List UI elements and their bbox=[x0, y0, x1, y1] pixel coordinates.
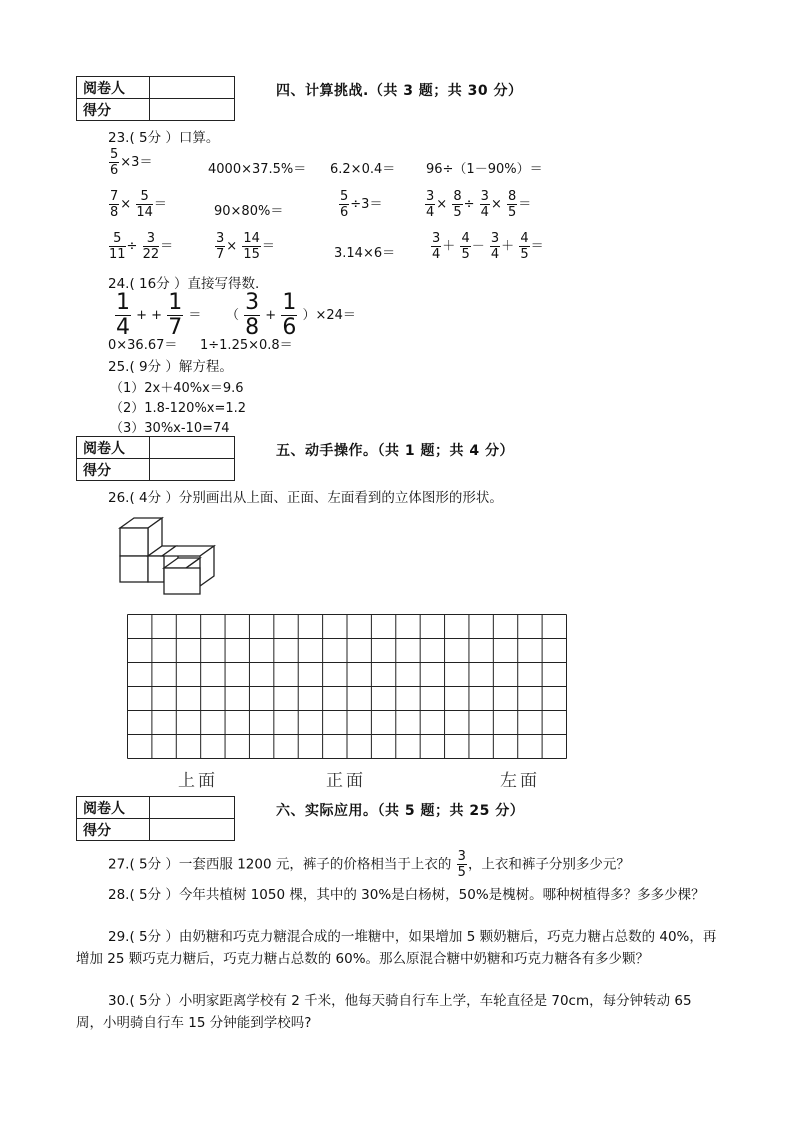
section6-heading: 六、实际应用。（共 5 题；共 25 分） bbox=[276, 803, 525, 819]
score-table-section6 bbox=[76, 796, 235, 841]
score-label: 得分 bbox=[77, 99, 150, 121]
reviewer-cell[interactable] bbox=[150, 437, 235, 459]
q28: 28.( 5分 ）今年共植树 1050 棵，其中的 30%是白杨树，50%是槐树。哪种树植得多？多多少棵？ bbox=[108, 887, 705, 903]
reviewer-cell[interactable] bbox=[150, 77, 235, 99]
score-cell[interactable] bbox=[150, 459, 235, 481]
q23-row3-item2: $\frac{3}{7}$ × $\frac{14}{15}$ ＝ bbox=[216, 231, 275, 262]
score-table-section5 bbox=[76, 436, 235, 481]
score-label: 得分 bbox=[77, 459, 150, 481]
score-table-section4 bbox=[76, 76, 235, 121]
q25-item1: （1）2x＋40%x＝9.6 bbox=[110, 381, 244, 396]
q23-row3-item1: $\frac{5}{11}$ ÷ $\frac{3}{22}$ ＝ bbox=[109, 231, 174, 262]
face-label-left: 左面 bbox=[500, 771, 540, 791]
reviewer-cell[interactable] bbox=[150, 797, 235, 819]
q24-expr2: （ $\frac{3}{8}$ + $\frac{1}{6}$ ）×24＝ bbox=[226, 290, 356, 340]
q24-line2b: 1÷1.25×0.8＝ bbox=[200, 338, 293, 353]
q23-row1-item3: 6.2×0.4＝ bbox=[330, 162, 396, 177]
section5-heading: 五、动手操作。（共 1 题；共 4 分） bbox=[276, 443, 514, 459]
q24-line2a: 0×36.67＝ bbox=[108, 338, 178, 353]
q29: 29.( 5分 ）由奶糖和巧克力糖混合成的一堆糖中，如果增加 5 颗奶糖后，巧克力糖占总数的 40%，再增加 25 颗巧克力糖后，巧克力糖占总数的 60%。那么原混合糖中奶糖和巧克力糖各有多少颗？ bbox=[76, 929, 717, 967]
q25-label: 25.( 9分 ）解方程。 bbox=[108, 359, 233, 375]
reviewer-label: 阅卷人 bbox=[77, 797, 150, 819]
q24-label: 24.( 16分 ）直接写得数. bbox=[108, 276, 260, 292]
q23-row1-item2: 4000×37.5%＝ bbox=[208, 162, 307, 177]
q24-expr1: $\frac{1}{4}$ + + $\frac{1}{7}$ ＝ bbox=[116, 290, 202, 340]
q26-label: 26.( 4分 ）分别画出从上面、正面、左面看到的立体图形的形状。 bbox=[108, 490, 503, 506]
score-cell[interactable] bbox=[150, 99, 235, 121]
face-label-top: 上面 bbox=[178, 771, 218, 791]
q23-row2-item1: $\frac{7}{8}$ × $\frac{5}{14}$ ＝ bbox=[110, 189, 167, 220]
face-label-front: 正面 bbox=[326, 771, 366, 791]
q23-row2-item2: 90×80%＝ bbox=[214, 204, 284, 219]
q23-row3-item4: $\frac{3}{4}$ ＋ $\frac{4}{5}$ － $\frac{3}{4}$ ＋ $\frac{4}{5}$ ＝ bbox=[432, 231, 544, 262]
score-label: 得分 bbox=[77, 819, 150, 841]
section4-heading: 四、计算挑战.（共 3 题；共 30 分） bbox=[276, 83, 523, 99]
q23-row2-item3: $\frac{5}{6}$ ÷3＝ bbox=[340, 189, 383, 220]
q25-item2: （2）1.8-120%x=1.2 bbox=[110, 401, 247, 416]
q27: 27.( 5分 ）一套西服 1200 元，裤子的价格相当于上衣的 $\frac{3}{5}$ ，上衣和裤子分别多少元？ bbox=[108, 849, 630, 880]
q23-row1-item4: 96÷（1－90%）＝ bbox=[426, 162, 543, 177]
q23-row2-item4: $\frac{3}{4}$ × $\frac{8}{5}$ ÷ $\frac{3}{4}$ × $\frac{8}{5}$ ＝ bbox=[426, 189, 532, 220]
q23-label: 23.( 5分 ）口算。 bbox=[108, 130, 220, 146]
q30: 30.( 5分 ）小明家距离学校有 2 千米，他每天骑自行车上学，车轮直径是 70cm，每分钟转动 65 周，小明骑自行车 15 分钟能到学校吗? bbox=[76, 993, 692, 1031]
cube-figure bbox=[116, 514, 222, 596]
q25-item3: （3）30%x-10=74 bbox=[110, 421, 230, 436]
q23-row3-item3: 3.14×6＝ bbox=[334, 246, 396, 261]
reviewer-label: 阅卷人 bbox=[77, 77, 150, 99]
q23-row1-item1: $\frac{5}{6}$ ×3＝ bbox=[110, 147, 153, 178]
drawing-grid[interactable] bbox=[127, 614, 568, 760]
score-cell[interactable] bbox=[150, 819, 235, 841]
reviewer-label: 阅卷人 bbox=[77, 437, 150, 459]
